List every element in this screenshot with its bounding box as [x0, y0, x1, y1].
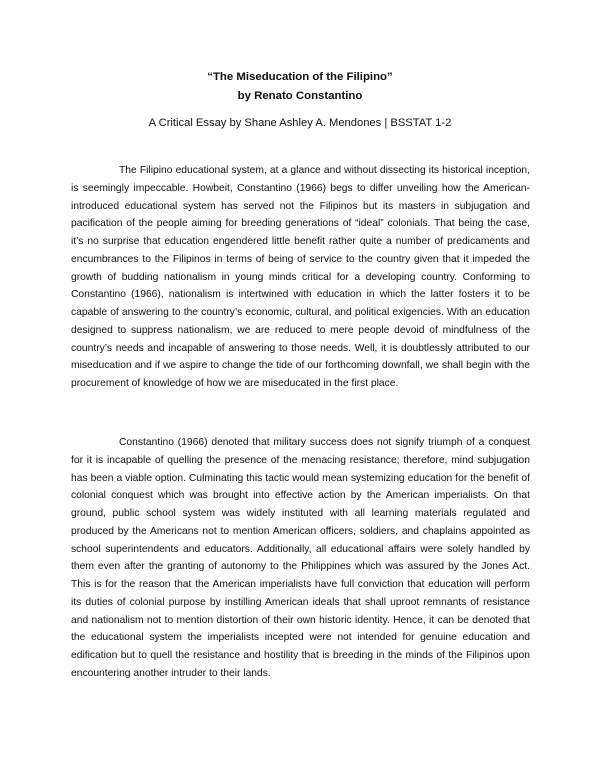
paragraph-2: Constantino (1966) denoted that military success does not signify triumph of a conquest for it is incapable of quelling the presence of the menacing resistance; therefore, mind subjugation has been a viable option. Culminating this tactic would mean systemizing education for the benefit of colonial conquest which was brought into effective action by the American imperialists. On that ground, public school system was widely instituted with all learning materials regulated and produced by the Americans not to mention American officers, soldiers, and chaplains appointed as school superintendents and educators. Additionally, all educational affairs were solely handled by them even after the granting of autonomy to the Philippines which was assured by the Jones Act. This is for the reason that the American imperialists have full conviction that education will perform its duties of colonial purpose by instilling American ideals that shall uproot remnants of resistance and nationalism not to mention distortion of their own historic identity. Hence, it can be denoted that the educational system the imperialists incepted were not intended for genuine education and edification but to quell the resistance and hostility that is breeding in the minds of the Filipinos upon encountering another intruder to their lands. — [71, 437, 530, 679]
paragraph-1: The Filipino educational system, at a glance and without dissecting its historical inception, is seemingly impeccable. Howbeit, Constantino (1966) begs to differ unveiling how the American-introduced educational system has served not the Filipinos but its masters in subjugation and pacification of the people aiming for breeding generations of “ideal” colonials. That being the case, it’s no surprise that education engendered little benefit rather quite a number of predicaments and encumbrances to the Filipinos in terms of being of service to the country given that it impeded the growth of budding nationalism in young minds critical for a developing country. Conforming to Constantino (1966), nationalism is intertwined with education in which the latter fosters it to be capable of answering to the country’s economic, cultural, and political exigencies. With an education designed to suppress nationalism, we are reduced to mere people devoid of mindfulness of the country’s needs and incapable of answering to those needs. Well, it is doubtlessly attributed to our miseducation and if we aspire to change the tide of our forthcoming downfall, we shall begin with the procurement of knowledge of how we are miseducated in the first place. — [71, 165, 530, 389]
essay-subtitle: A Critical Essay by Shane Ashley A. Mendones | BSSTAT 1-2 — [148, 117, 452, 129]
essay-title: “The Miseducation of the Filipino” — [207, 71, 393, 83]
essay-author: by Renato Constantino — [237, 90, 363, 102]
